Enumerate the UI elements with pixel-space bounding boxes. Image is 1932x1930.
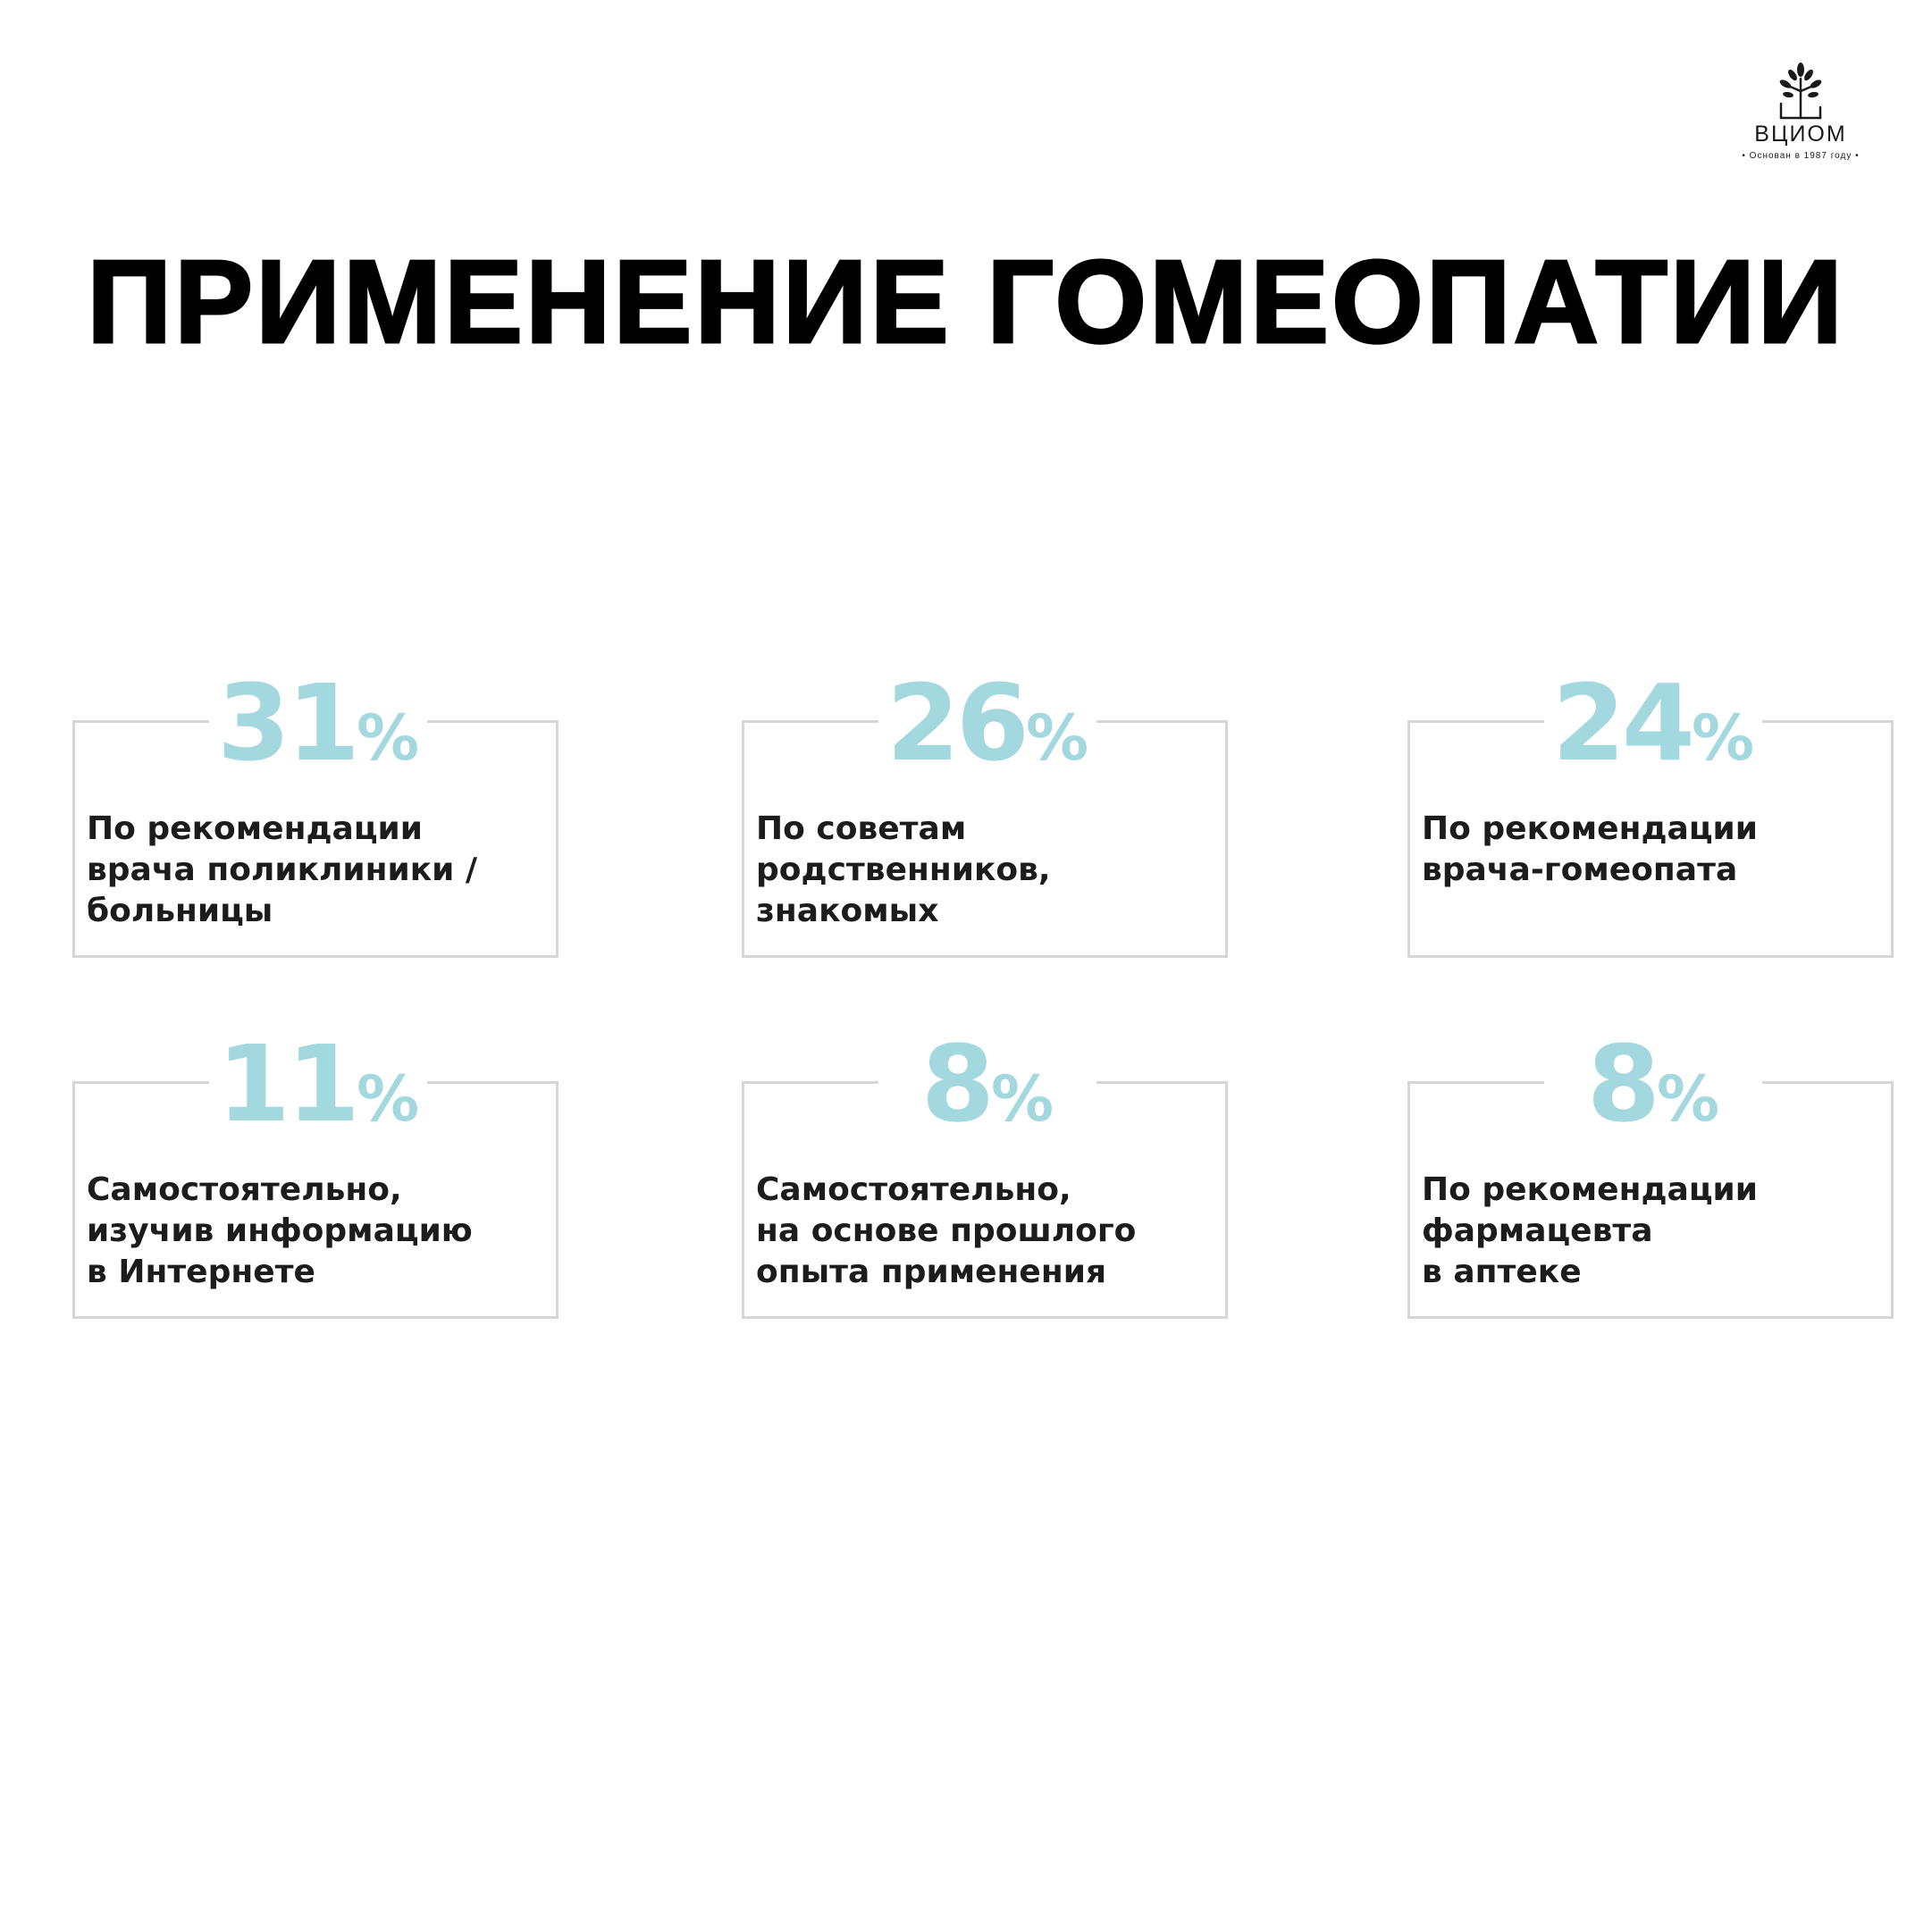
- stat-number: 11: [216, 1022, 357, 1145]
- tree-icon: [1729, 61, 1872, 122]
- stat-unit: %: [1026, 701, 1089, 775]
- stat-card: [72, 1022, 559, 1319]
- stat-description: [87, 1170, 547, 1293]
- stat-unit: %: [1656, 1062, 1720, 1136]
- description-line: в Интернете: [87, 1254, 315, 1290]
- stat-description: [756, 809, 1216, 932]
- stat-unit: %: [1692, 701, 1755, 775]
- description-line: фармацевта: [1422, 1213, 1653, 1249]
- stat-unit: %: [357, 1062, 420, 1136]
- description-line: больницы: [87, 893, 273, 929]
- stat-value: [878, 1022, 1096, 1145]
- description-line: По рекомендации: [1422, 1171, 1758, 1208]
- description-line: Самостоятельно,: [756, 1171, 1071, 1208]
- stat-value: [209, 661, 427, 785]
- description-line: опыта применения: [756, 1254, 1107, 1290]
- stat-description: [87, 809, 547, 932]
- description-line: родственников,: [756, 852, 1051, 888]
- stat-value: [1544, 661, 1762, 785]
- description-line: По советам: [756, 810, 967, 847]
- stat-number: 26: [886, 661, 1027, 785]
- stat-card: [1407, 661, 1894, 958]
- description-line: на основе прошлого: [756, 1213, 1137, 1249]
- description-line: По рекомендации: [87, 810, 423, 847]
- description-line: По рекомендации: [1422, 810, 1758, 847]
- stat-value: [209, 1022, 427, 1145]
- stat-number: 31: [216, 661, 357, 785]
- stat-number: 8: [1586, 1022, 1657, 1145]
- page-title: ПРИМЕНЕНИЕ ГОМЕОПАТИИ: [87, 236, 1845, 367]
- stat-card: [742, 661, 1228, 958]
- stat-description: [1422, 1170, 1882, 1293]
- stat-description: [756, 1170, 1216, 1293]
- stat-description: [1422, 809, 1882, 891]
- stat-number: 24: [1551, 661, 1693, 785]
- description-line: в аптеке: [1422, 1254, 1582, 1290]
- stat-value: [878, 661, 1096, 785]
- stat-unit: %: [357, 701, 420, 775]
- stat-card: [742, 1022, 1228, 1319]
- description-line: изучив информацию: [87, 1213, 473, 1249]
- vciom-logo: [1729, 61, 1872, 168]
- stat-value: [1544, 1022, 1762, 1145]
- description-line: врача поликлиники /: [87, 852, 478, 888]
- logo-tagline: • Основан в 1987 году •: [1742, 151, 1860, 161]
- description-line: врача-гомеопата: [1422, 852, 1738, 888]
- stat-number: 8: [920, 1022, 991, 1145]
- description-line: знакомых: [756, 893, 939, 929]
- stat-card: [72, 661, 559, 958]
- stat-card: [1407, 1022, 1894, 1319]
- logo-name: ВЦИОМ: [1754, 122, 1847, 147]
- description-line: Самостоятельно,: [87, 1171, 402, 1208]
- stat-unit: %: [990, 1062, 1054, 1136]
